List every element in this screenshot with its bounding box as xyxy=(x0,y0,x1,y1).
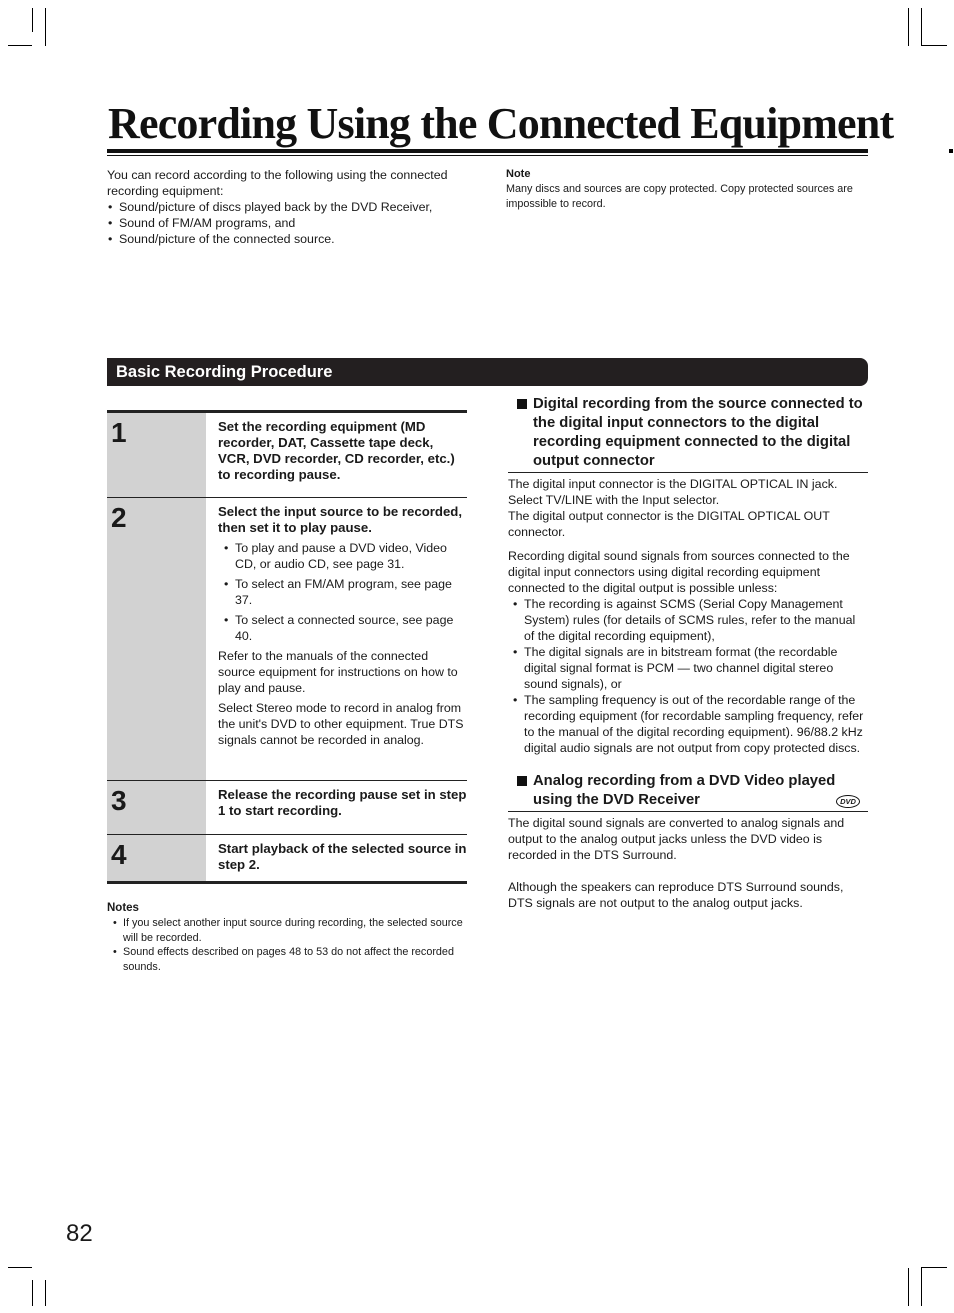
crop-mark-br-v xyxy=(908,1268,909,1306)
list-item: • The digital signals are in bitstream format (the recordable digital signal format is PCM — two channel digital stereo sound signals), or xyxy=(508,644,868,692)
crop-mark-bl-v2 xyxy=(45,1280,46,1306)
right-column xyxy=(508,395,868,911)
paragraph: Although the speakers can reproduce DTS Surround sounds, DTS signals are not output to the analog output jacks. xyxy=(508,880,844,910)
step-4 xyxy=(107,835,467,881)
dvd-logo-icon: DVD xyxy=(836,795,860,808)
list-item: • Sound effects described on pages 48 to 53 do not affect the recorded sounds. xyxy=(107,945,467,974)
note-heading: Note xyxy=(506,168,531,180)
list-item: • To select an FM/AM program, see page 37. xyxy=(218,576,467,608)
paragraph: Recording digital sound signals from sources connected to the digital input connectors using digital recording equipment connected to the digital output is possible unless: xyxy=(508,549,850,595)
step-1 xyxy=(107,413,467,498)
paragraph: The digital output connector is the DIGITAL OPTICAL OUT connector. xyxy=(508,509,830,539)
analog-heading-text: Analog recording from a DVD Video played using the DVD Receiver xyxy=(533,773,836,808)
list-item: • Sound/picture of discs played back by the DVD Receiver, xyxy=(107,199,472,215)
step-paragraph: Refer to the manuals of the connected source equipment for instructions on how to play and pause. xyxy=(218,649,458,695)
square-bullet-icon xyxy=(517,776,527,786)
step-number: 3 xyxy=(107,781,206,834)
intro-list xyxy=(107,199,472,247)
section-banner xyxy=(107,358,868,386)
crop-mark-bl-h xyxy=(8,1267,32,1268)
crop-mark-bl-v xyxy=(32,1280,33,1306)
list-item: • To select a connected source, see page 40. xyxy=(218,612,467,644)
notes-heading: Notes xyxy=(107,902,139,914)
square-bullet-icon xyxy=(517,399,527,409)
step-bullets xyxy=(218,540,467,644)
page-number: 82 xyxy=(66,1220,93,1247)
step-content xyxy=(206,498,467,780)
step-paragraph: Select Stereo mode to record in analog from the unit's DVD to other equipment. True DTS signals cannot be recorded in analog. xyxy=(218,701,464,747)
step-number: 1 xyxy=(107,413,206,497)
crop-mark-tl-v xyxy=(45,8,46,46)
list-item: • To play and pause a DVD video, Video CD, or audio CD, see page 31. xyxy=(218,540,467,572)
paragraph: Select TV/LINE with the Input selector. xyxy=(508,493,720,507)
step-content xyxy=(206,413,467,497)
crop-mark-br-v2 xyxy=(921,1268,922,1306)
step-2 xyxy=(107,498,467,781)
step-3 xyxy=(107,781,467,835)
section-title: Basic Recording Procedure xyxy=(116,363,333,381)
step-instruction: Set the recording equipment (MD recorder, DAT, Cassette tape deck, VCR, DVD recorder, CD recorder, etc.) to recording pause. xyxy=(218,419,455,482)
digital-heading xyxy=(508,395,868,473)
digital-heading-text: Digital recording from the source connected to the digital input connectors to the digital recording equipment connected to the digital output connector xyxy=(533,396,863,469)
analog-heading xyxy=(508,772,868,812)
digital-list xyxy=(508,596,868,756)
paragraph: The digital sound signals are converted to analog signals and output to the analog output jacks unless the DVD video is recorded in the DTS Surround. xyxy=(508,816,845,862)
step-instruction: Release the recording pause set in step 1 to start recording. xyxy=(218,787,467,818)
note-text: Many discs and sources are copy protected. Copy protected sources are impossible to record. xyxy=(506,183,853,210)
title-rule-thin xyxy=(107,155,868,156)
step-number: 4 xyxy=(107,835,206,881)
step-content xyxy=(206,781,467,834)
step-instruction: Start playback of the selected source in step 2. xyxy=(218,841,467,872)
crop-mark-tr-v2 xyxy=(921,8,922,46)
side-mark xyxy=(949,149,953,153)
notes-block xyxy=(107,900,467,974)
intro-text: You can record according to the following using the connected recording equipment: xyxy=(107,168,448,198)
list-item: • If you select another input source during recording, the selected source will be recorded. xyxy=(107,916,467,945)
crop-mark-tr-h xyxy=(921,45,947,46)
digital-body xyxy=(508,476,868,756)
analog-body xyxy=(508,815,868,911)
list-item: • The sampling frequency is out of the recordable range of the recording equipment (for recordable sampling frequency, refer to the manual of the digital recording equipment). 96/88.2 kHz digital audio signals are not output from copy protected discs. xyxy=(508,692,868,756)
note-box xyxy=(506,167,868,212)
paragraph: The digital input connector is the DIGITAL OPTICAL IN jack. xyxy=(508,477,838,491)
intro-block xyxy=(107,167,472,247)
step-instruction: Select the input source to be recorded, then set it to play pause. xyxy=(218,504,463,535)
list-item: • The recording is against SCMS (Serial Copy Management System) rules (for details of SCMS rules, refer to the manual of the digital recording equipment), xyxy=(508,596,868,644)
crop-mark-tl-h xyxy=(8,45,32,46)
crop-mark-br-h xyxy=(921,1267,947,1268)
title-rule xyxy=(107,149,868,153)
list-item: • Sound/picture of the connected source. xyxy=(107,231,472,247)
crop-mark-tl-v2 xyxy=(32,8,33,32)
list-item: • Sound of FM/AM programs, and xyxy=(107,215,472,231)
notes-list xyxy=(107,916,467,974)
step-number: 2 xyxy=(107,498,206,780)
crop-mark-tr-v xyxy=(908,8,909,46)
steps-table xyxy=(107,410,467,884)
step-content xyxy=(206,835,467,881)
page-title: Recording Using the Connected Equipment xyxy=(108,99,894,148)
